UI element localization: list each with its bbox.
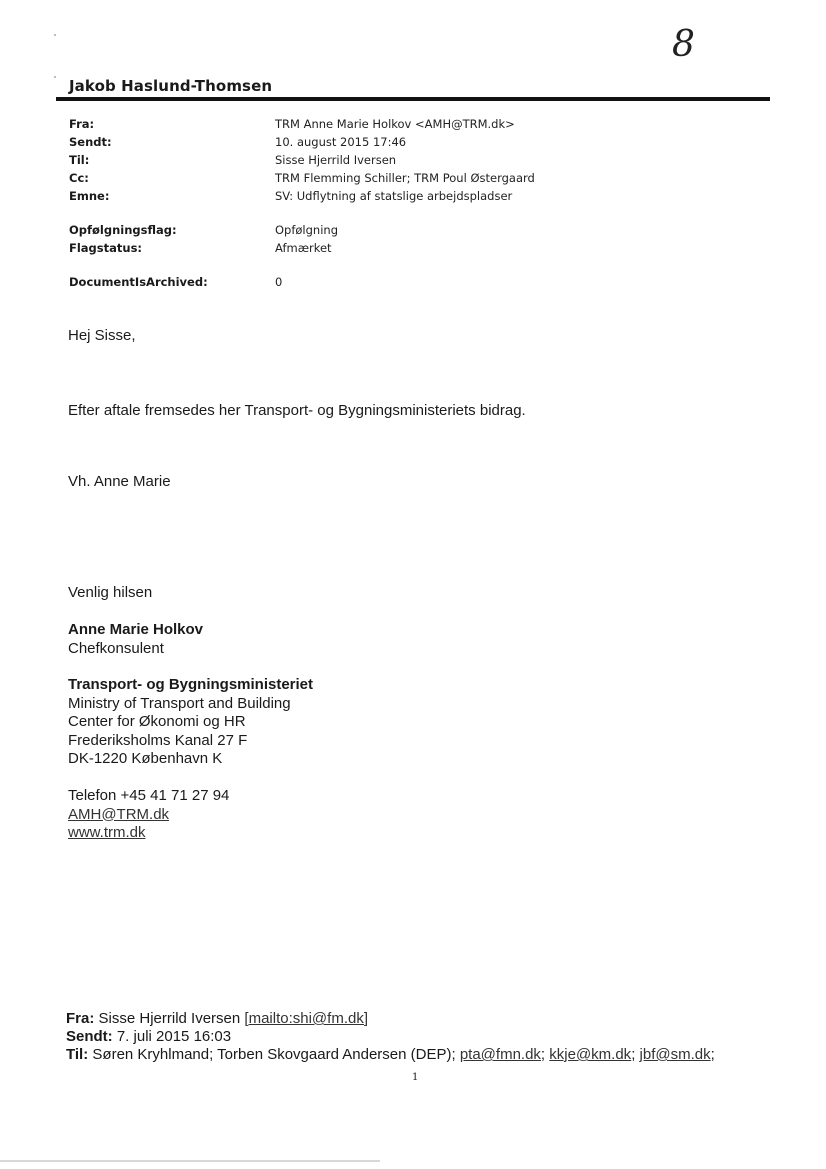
to-label: Til:: [69, 153, 90, 167]
subject-value: SV: Udflytning af statslige arbejdspladser: [275, 189, 513, 203]
signature-department: Center for Økonomi og HR: [68, 713, 246, 730]
from-value: TRM Anne Marie Holkov <AMH@TRM.dk>: [275, 117, 515, 131]
forwarded-from-mailto-link[interactable]: [mailto:shi@fm.dk]: [244, 1010, 368, 1027]
cc-value: TRM Flemming Schiller; TRM Poul Østergaard: [275, 171, 535, 185]
followup-flag-value: Opfølgning: [275, 223, 339, 237]
signature-closing: Venlig hilsen: [68, 584, 153, 601]
signature-org-en: Ministry of Transport and Building: [68, 694, 291, 712]
body-paragraph: Efter aftale fremsedes her Transport- og Bygningsministeriets bidrag.: [68, 402, 526, 419]
signature-org: Transport- og Bygningsministeriet: [68, 676, 314, 693]
signoff: Vh. Anne Marie: [68, 473, 171, 490]
signature-street: Frederiksholms Kanal 27 F: [68, 731, 248, 749]
forwarded-to-names: Søren Kryhlmand; Torben Skovgaard Andersen (DEP);: [92, 1046, 456, 1063]
to-value: Sisse Hjerrild Iversen: [275, 153, 397, 167]
signature-email-link[interactable]: AMH@TRM.dk: [68, 805, 170, 823]
archived-label: DocumentIsArchived:: [69, 275, 208, 289]
cc-label: Cc:: [69, 171, 89, 185]
scan-speck: [54, 76, 56, 78]
forwarded-to-email-kkje[interactable]: kkje@km.dk: [549, 1046, 632, 1063]
signature-block-org: [68, 676, 313, 769]
signature-name: Anne Marie Holkov: [68, 621, 204, 638]
scan-speck: [54, 34, 56, 36]
greeting: Hej Sisse,: [68, 327, 136, 344]
forwarded-sent-line: [66, 1028, 231, 1045]
sent-label: Sendt:: [69, 135, 112, 149]
followup-flag-label: Opfølgningsflag:: [69, 223, 177, 237]
scan-artifact-line: [0, 1160, 380, 1162]
from-label: Fra:: [69, 117, 95, 131]
signature-block-person: [68, 621, 203, 658]
forwarded-sent-value: 7. juli 2015 16:03: [116, 1028, 232, 1045]
header-divider: [56, 97, 770, 101]
forwarded-to-email-jbf[interactable]: jbf@sm.dk: [639, 1046, 711, 1063]
handwritten-page-mark: 8: [672, 24, 695, 65]
forwarded-sent-label: Sendt:: [66, 1028, 113, 1045]
forwarded-to-line: Til: Søren Kryhlmand; Torben Skovgaard Andersen (DEP); pta@fmn.dk; kkje@km.dk; jbf@sm.dk;: [66, 1046, 715, 1063]
forwarded-to-label: Til:: [66, 1046, 89, 1063]
page-number: 1: [412, 1072, 419, 1083]
forwarded-to-email-pta[interactable]: pta@fmn.dk: [459, 1046, 541, 1063]
sender-name-header: Jakob Haslund-Thomsen: [69, 77, 273, 95]
flag-status-label: Flagstatus:: [69, 241, 143, 255]
signature-title: Chefkonsulent: [68, 639, 164, 657]
signature-phone: Telefon +45 41 71 27 94: [68, 787, 230, 804]
forwarded-from-name: Sisse Hjerrild Iversen: [98, 1010, 241, 1027]
flag-status-value: Afmærket: [275, 241, 332, 255]
subject-label: Emne:: [69, 189, 110, 203]
forwarded-from-line: [66, 1010, 368, 1027]
signature-block-contact: [68, 787, 229, 843]
forwarded-from-label: Fra:: [66, 1010, 95, 1027]
signature-web-link[interactable]: www.trm.dk: [68, 824, 146, 841]
sent-value: 10. august 2015 17:46: [275, 135, 407, 149]
archived-value: 0: [275, 275, 283, 289]
signature-city: DK-1220 København K: [68, 750, 223, 767]
